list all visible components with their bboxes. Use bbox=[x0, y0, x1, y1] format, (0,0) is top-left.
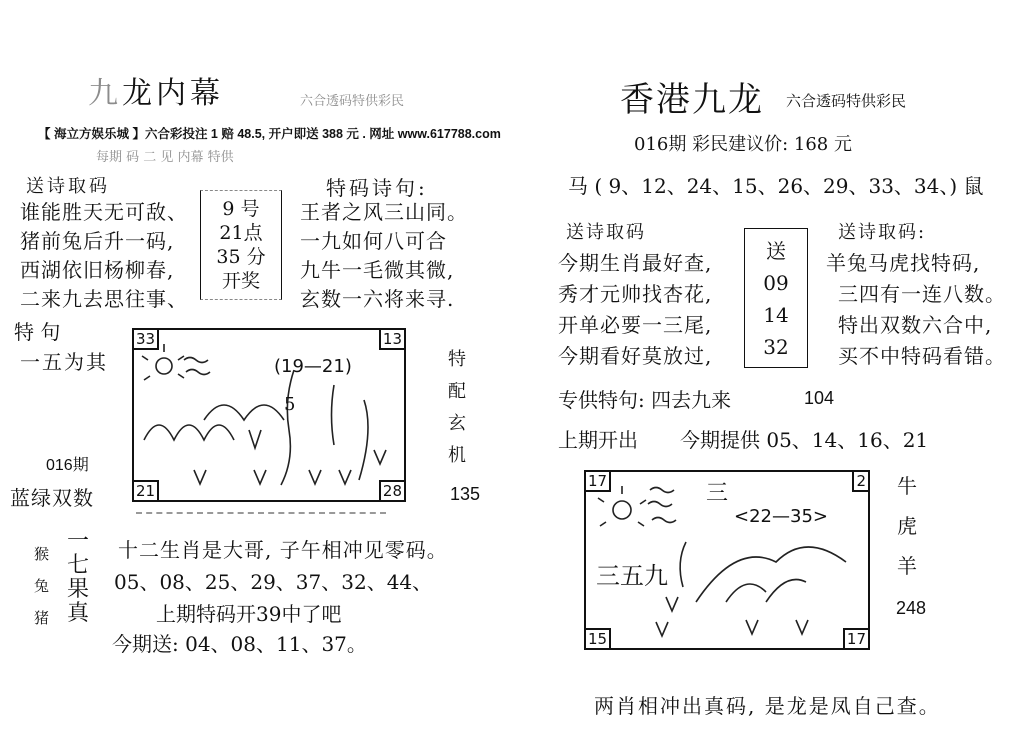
right-sketch-chars: 三五九 bbox=[596, 562, 668, 590]
current-provide-line: 今期提供 05、14、16、21 bbox=[680, 428, 929, 452]
zodiac-big-brother-line: 十二生肖是大哥, 子午相冲见零码。 bbox=[118, 538, 448, 562]
left-sketch-drawing bbox=[134, 330, 404, 500]
left-title-main: 龙内幕 bbox=[122, 76, 224, 111]
left-issue: 016期 bbox=[46, 457, 89, 474]
right-sketch-text: <22—35> bbox=[734, 506, 828, 527]
right-poem-left: 今期生肖最好查, 秀才元帅找杏花, 开单必要一三尾, 今期看好莫放过, bbox=[558, 251, 713, 368]
right-bottom-line: 两肖相冲出真码, 是龙是凤自己查。 bbox=[594, 694, 941, 718]
left-corner-br: 28 bbox=[379, 480, 406, 502]
right-price-line: 016期 彩民建议价: 168 元 bbox=[634, 134, 852, 155]
number-list-line: 05、08、25、29、37、32、44、 bbox=[114, 570, 433, 594]
left-corner-tl: 33 bbox=[132, 328, 159, 350]
right-corner-tl: 17 bbox=[584, 470, 611, 492]
last-special-line: 上期特码开39中了吧 bbox=[156, 602, 342, 626]
current-send-line: 今期送: 04、08、11、37。 bbox=[112, 632, 367, 656]
left-corner-bl: 21 bbox=[132, 480, 159, 502]
left-poem-left: 谁能胜天无可敌、 猪前兔后升一码, 西湖依旧杨柳春, 二来九去思往事、 bbox=[20, 200, 188, 311]
left-num-135: 135 bbox=[450, 484, 481, 504]
last-draw-label: 上期开出 bbox=[558, 428, 638, 452]
left-poem-label: 送诗取码 bbox=[26, 176, 110, 197]
vertical-big-list: 一 七 果 真 bbox=[66, 529, 89, 626]
left-special-poem-label: 特码诗句: bbox=[326, 176, 428, 200]
right-sketch-box bbox=[584, 470, 870, 650]
special-phrase: 一五为其 bbox=[20, 350, 108, 374]
left-dashed-rule bbox=[136, 512, 386, 514]
horse-rat-line: 马 ( 9、12、24、15、26、29、33、34、) 鼠 bbox=[568, 174, 984, 198]
right-poem-label-right: 送诗取码: bbox=[838, 222, 927, 243]
right-special-label: 专供特句: 四去九来 bbox=[558, 388, 732, 412]
right-vertical-zodiac: 牛 虎 羊 bbox=[897, 474, 917, 578]
right-corner-tr: 2 bbox=[852, 470, 870, 492]
send-numbers-box: 送 09 14 32 bbox=[744, 228, 808, 368]
special-phrase-label: 特 句 bbox=[14, 320, 61, 344]
draw-time-box: 9 号 21点 35 分 开奖 bbox=[200, 190, 282, 300]
right-corner-br: 17 bbox=[843, 628, 870, 650]
left-corner-tr: 13 bbox=[379, 328, 406, 350]
left-title-prefix: 九 bbox=[88, 76, 122, 111]
right-sketch-char: 三 bbox=[706, 481, 729, 506]
right-poem-label-left: 送诗取码 bbox=[566, 222, 646, 243]
left-title bbox=[88, 68, 224, 112]
left-sketch-mid: 5 bbox=[284, 394, 296, 415]
right-poem-right: 羊兔马虎找特码, 三四有一连八数。 特出双数六合中, 买不中特码看错。 bbox=[826, 251, 1006, 368]
right-title: 香港九龙 bbox=[620, 80, 764, 120]
right-corner-bl: 15 bbox=[584, 628, 611, 650]
right-num-248: 248 bbox=[896, 598, 927, 618]
left-title-sub: 六合透码特供彩民 bbox=[300, 94, 405, 109]
left-sketch-box bbox=[132, 328, 406, 502]
right-special-num: 104 bbox=[804, 388, 835, 408]
right-title-sub: 六合透码特供彩民 bbox=[786, 92, 907, 110]
left-sketch-text: (19—21) bbox=[274, 356, 352, 377]
blue-green-even: 蓝绿双数 bbox=[10, 486, 94, 510]
ad-banner: 【 海立方娱乐城 】六合彩投注 1 赔 48.5, 开户即送 388 元 . 网址 www.617788.com bbox=[38, 127, 501, 141]
left-faint-line: 每期 码 二 见 内幕 特供 bbox=[96, 150, 234, 165]
zodiac-small-list: 猴 兔 猪 bbox=[34, 545, 50, 627]
left-vertical-right: 特 配 玄 机 bbox=[448, 349, 466, 466]
left-poem-right: 王者之风三山同。 一九如何八可合 九牛一毛微其微, 玄数一六将来寻. bbox=[300, 200, 468, 311]
